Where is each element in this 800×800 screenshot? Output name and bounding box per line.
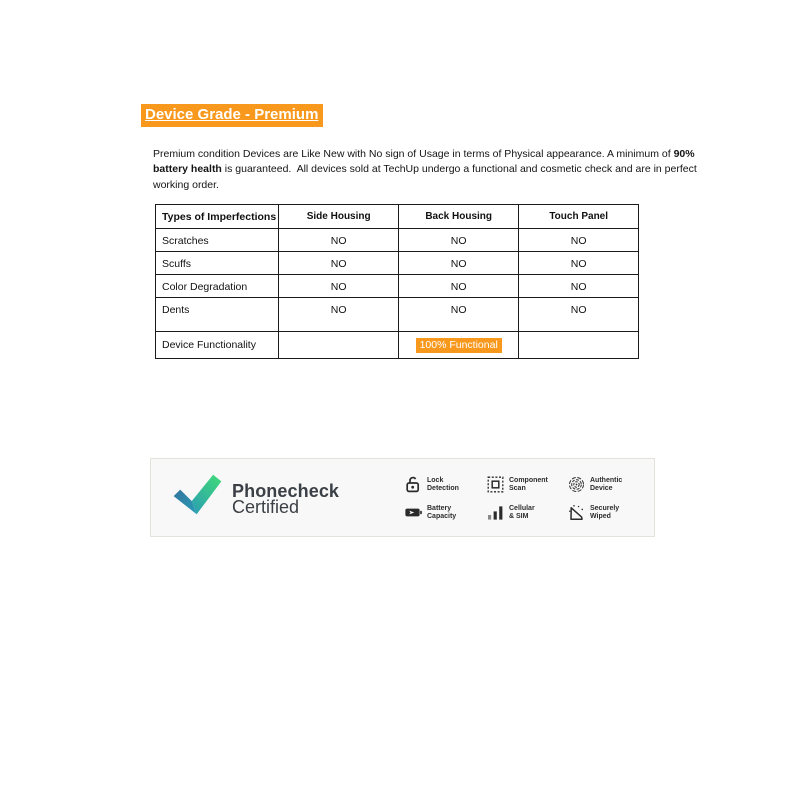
description-line-1 [153,147,697,162]
cell-side-housing: NO [279,275,399,298]
table-row [156,252,639,275]
phonecheck-logo [172,473,339,516]
header-touch-panel: Touch Panel [519,205,639,229]
table-header-row [156,205,639,229]
row-label: Scuffs [156,252,279,275]
phonecheck-certified-panel [150,458,655,537]
cell-touch-panel: NO [519,275,639,298]
description-bold-text: 90% [673,148,695,160]
functional-highlight-badge: 100% Functional [416,338,502,353]
row-label: Color Degradation [156,275,279,298]
cell-side-housing: NO [279,252,399,275]
cell-side-housing: NO [279,229,399,252]
cell-back-housing [399,332,519,359]
description-text: working order. [153,178,219,191]
table-row [156,275,639,298]
table-row [156,298,639,332]
certification-features [405,476,649,532]
description-paragraph [153,147,697,193]
imperfections-table [155,204,639,359]
description-bold-text: battery health [153,163,222,176]
feature-label: Authentic Device [590,477,623,492]
cell-touch-panel: NO [519,298,639,332]
page-title: Device Grade - Premium [141,104,323,127]
feature-label: Cellular & SIM [509,505,535,520]
feature-label: Securely Wiped [590,505,620,520]
description-text: is guaranteed. All devices sold at TechUp undergo a functional and cosmetic check and are in perfect [221,163,697,176]
cell-side-housing [279,332,399,359]
header-side-housing: Side Housing [279,205,399,229]
cellular-sim-icon [487,504,504,521]
header-back-housing: Back Housing [399,205,519,229]
cell-touch-panel [519,332,639,359]
lock-detection-icon [405,476,422,493]
feature-component-scan [487,476,568,504]
securely-wiped-icon [568,504,585,521]
feature-cellular-sim [487,504,568,532]
feature-label: Component Scan [509,477,548,492]
row-label: Scratches [156,229,279,252]
table-row [156,229,639,252]
row-label: Dents [156,298,279,332]
feature-battery-capacity [405,504,487,532]
cell-back-housing: NO [399,229,519,252]
brand-text [232,483,339,515]
feature-label: Battery Capacity [427,505,457,520]
description-text: Premium condition Devices are Like New with No sign of Usage in terms of Physical appearance. A minimum of [153,148,674,160]
feature-lock-detection [405,476,487,504]
cell-touch-panel: NO [519,252,639,275]
brand-subtitle: Certified [232,497,300,517]
cell-back-housing: NO [399,298,519,332]
authentic-device-icon [568,476,585,493]
row-label: Device Functionality [156,332,279,359]
brand-name: Phonecheck [232,481,340,501]
feature-label: Lock Detection [427,477,459,492]
table-row-device-functionality [156,332,639,359]
feature-authentic-device [568,476,649,504]
cell-back-housing: NO [399,252,519,275]
cell-touch-panel: NO [519,229,639,252]
battery-capacity-icon [405,504,422,521]
checkmark-logo-icon [172,473,223,516]
description-line-3 [153,178,697,193]
cell-back-housing: NO [399,275,519,298]
header-types-of-imperfections: Types of Imperfections [156,205,279,229]
description-line-2 [153,162,697,177]
cell-side-housing: NO [279,298,399,332]
feature-securely-wiped [568,504,649,532]
component-scan-icon [487,476,504,493]
